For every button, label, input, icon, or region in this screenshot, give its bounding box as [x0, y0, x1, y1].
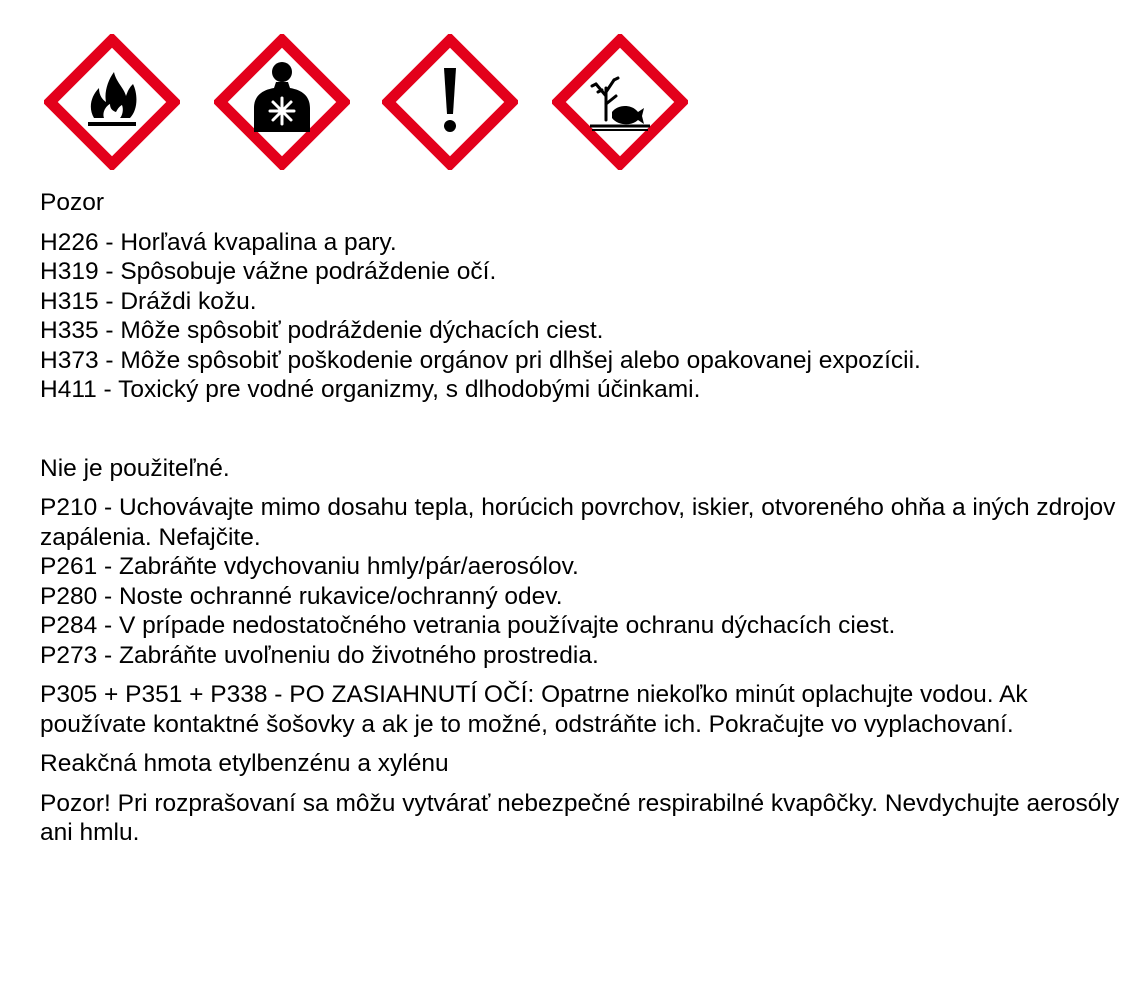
hazard-statement: H315 - Dráždi kožu. — [40, 287, 257, 315]
precautionary-statement: P284 - V prípade nedostatočného vetrania používajte ochranu dýchacích ciest. — [40, 612, 896, 639]
precautionary-statement: P280 - Noste ochranné rukavice/ochranný odev. — [40, 582, 563, 610]
warning-note: Pozor! Pri rozprašovaní sa môžu vytvárať nebezpečné respirabilné kvapôčky. Nevdychujte aerosóly ani hmlu. — [40, 789, 1120, 846]
signal-word: Pozor — [40, 189, 105, 216]
exclamation-pictogram — [382, 34, 518, 170]
precautionary-statement: P273 - Zabráňte uvoľneniu do životného prostredia. — [40, 641, 599, 669]
hazard-statement: H335 - Môže spôsobiť podráždenie dýchacích ciest. — [40, 317, 604, 344]
exclamation-mark-icon — [382, 34, 518, 170]
environment-pictogram — [552, 34, 688, 170]
label-text — [40, 188, 1130, 848]
flame-icon — [44, 34, 180, 170]
hazard-statement: H226 - Horľavá kvapalina a pary. — [40, 228, 397, 256]
response-statement: P305 + P351 + P338 - PO ZASIAHNUTÍ OČÍ: Opatrne niekoľko minút oplachujte vodou. Ak používate kontaktné šošovky a ak je to možné, odstráňte ich. Pokračujte vo vyplachovaní. — [40, 681, 1028, 738]
environment-icon — [552, 34, 688, 170]
hazard-statement: H319 - Spôsobuje vážne podráždenie očí. — [40, 258, 497, 285]
precautionary-statement: P210 - Uchovávajte mimo dosahu tepla, horúcich povrchov, iskier, otvoreného ohňa a iných zdrojov zapálenia. Nefajčite. — [40, 494, 1116, 551]
precautionary-statement: P261 - Zabráňte vdychovaniu hmly/pár/aerosólov. — [40, 553, 579, 580]
precautionary-statements — [40, 493, 1130, 670]
hazard-statements — [40, 228, 1130, 405]
health-hazard-pictogram — [214, 34, 350, 170]
health-hazard-icon — [214, 34, 350, 170]
hazard-statement: H411 - Toxický pre vodné organizmy, s dlhodobými účinkami. — [40, 376, 701, 403]
hazard-statement: H373 - Môže spôsobiť poškodenie orgánov pri dlhšej alebo opakovanej expozícii. — [40, 346, 921, 374]
flame-pictogram — [44, 34, 180, 170]
mixture-name: Reakčná hmota etylbenzénu a xylénu — [40, 750, 449, 777]
not-applicable-text: Nie je použiteľné. — [40, 454, 230, 482]
ghs-pictograms — [44, 34, 694, 170]
